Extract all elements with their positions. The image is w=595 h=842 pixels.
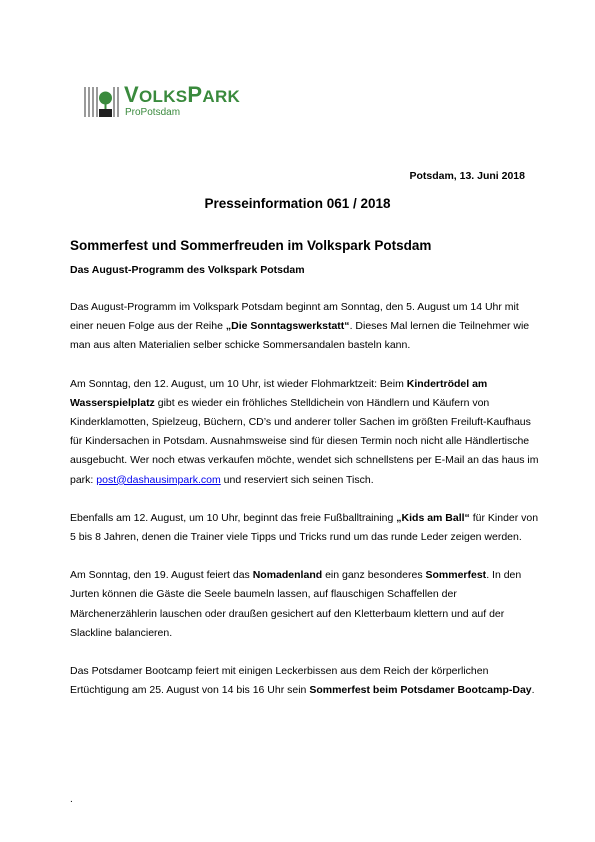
logo-wordmark: VOLKSPARK: [124, 82, 241, 107]
subline: Das August-Programm des Volkspark Potsdam: [70, 264, 305, 276]
paragraph-2: Am Sonntag, den 12. August, um 10 Uhr, ist wieder Flohmarktzeit: Beim Kindertrödel am Wasserspielplatz gibt es wieder ein fröhliches Stelldichein von Händlern und Käufern von Kinderklamotten, Spielzeug, Büchern, CD’s und anderer toller Sachen im größten Freiluft-Kaufhaus für Kindersachen in Potsdam. Ausnahmsweise sind für diesen Termin noch nicht alle Händlertische ausgebucht. Wer noch etwas verkaufen möchte, wendet sich schnellstens per E-Mail an das haus im park: post@dashausimpark.com und reserviert sich seinen Tisch.: [70, 377, 539, 486]
dateline: Potsdam, 13. Juni 2018: [409, 170, 525, 182]
paragraph-4: Am Sonntag, den 19. August feiert das Nomadenland ein ganz besonderes Sommerfest. In den Jurten können die Gäste die Seele baumeln lassen, auf flauschigen Schaffellen der Märchenerzählerin lauschen oder draußen gesichert auf den Kletterbaum klettern und auf der Slackline balancieren.: [70, 569, 522, 639]
footer-mark: .: [70, 794, 73, 805]
paragraph-5: Das Potsdamer Bootcamp feiert mit einigen Leckerbissen aus dem Reich der körperlichen Ertüchtigung am 25. August von 14 bis 16 Uhr sein Sommerfest beim Potsdamer Bootcamp-Day.: [70, 665, 535, 697]
paragraph-1: Das August-Programm im Volkspark Potsdam beginnt am Sonntag, den 5. August um 14 Uhr mit einer neuen Folge aus der Reihe „Die Sonntagswerkstatt“. Dieses Mal lernen die Teilnehmer wie man aus alten Materialien selber schicke Sommersandalen basteln kann.: [70, 301, 530, 352]
paragraph-3: Ebenfalls am 12. August, um 10 Uhr, beginnt das freie Fußballtraining „Kids am Ball“ für Kinder von 5 bis 8 Jahren, denen die Trainer viele Tipps und Tricks rund um das runde Leder zeigen werden.: [70, 511, 539, 544]
logo-emblem-icon: [84, 84, 120, 120]
headline: Sommerfest und Sommerfreuden im Volkspark Potsdam: [70, 238, 432, 253]
press-title: Presseinformation 061 / 2018: [204, 196, 391, 211]
volkspark-logo: [84, 82, 264, 122]
email-link[interactable]: post@dashausimpark.com: [96, 473, 221, 486]
logo-subtitle: ProPotsdam: [125, 107, 181, 118]
body-text: [70, 298, 540, 719]
